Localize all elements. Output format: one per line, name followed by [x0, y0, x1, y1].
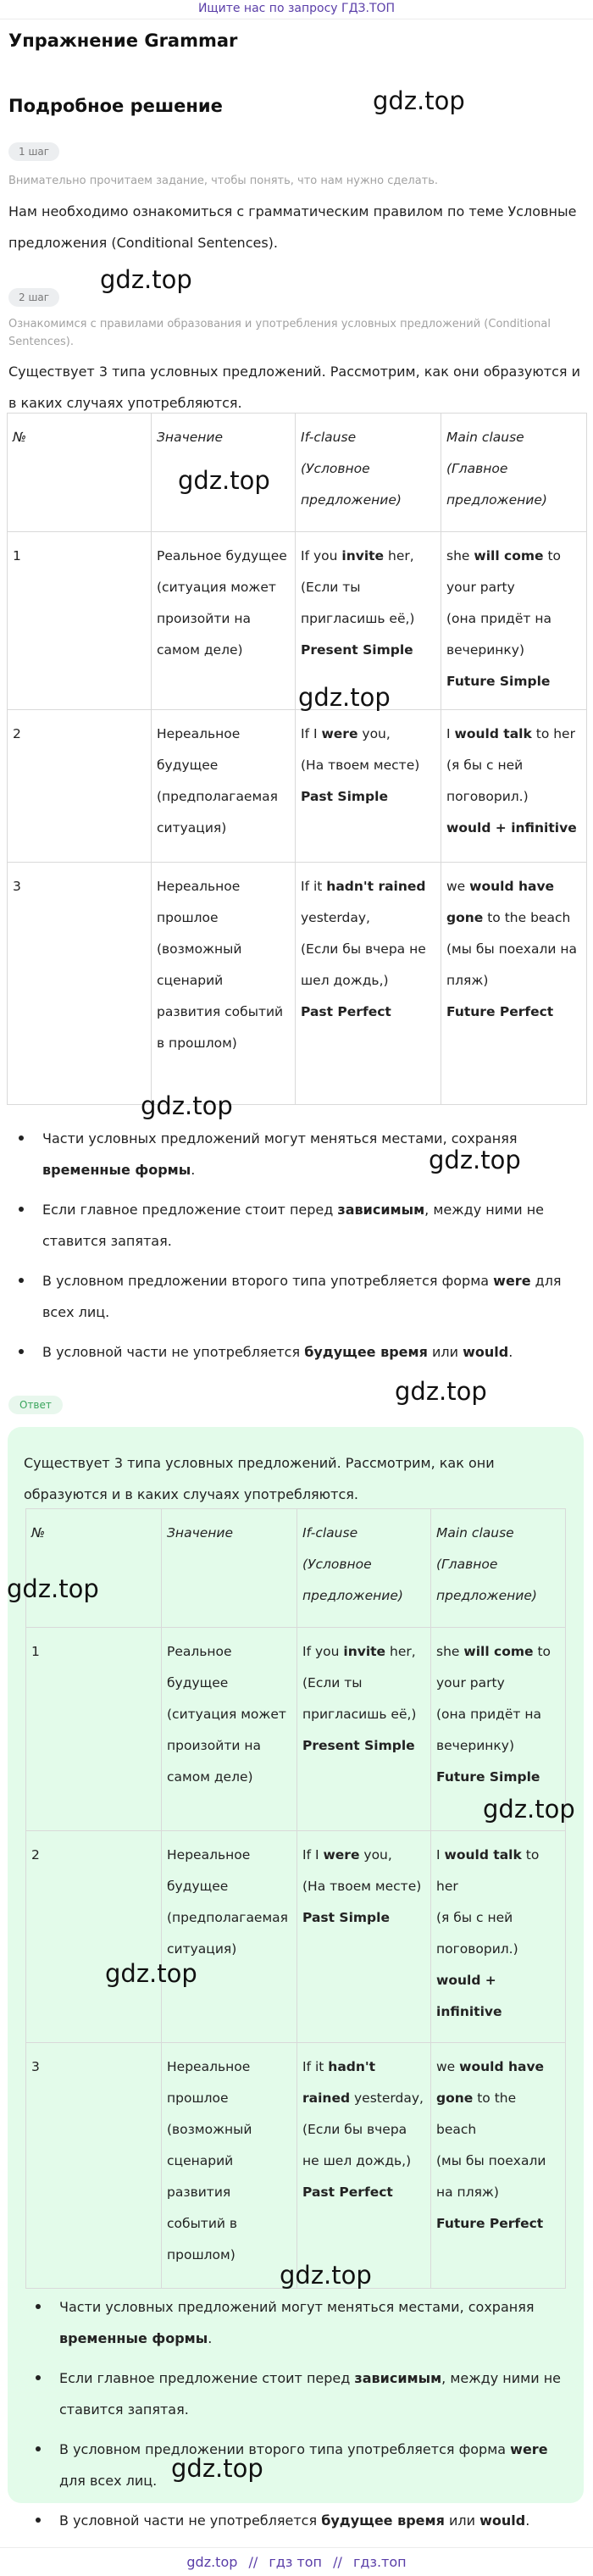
watermark: gdz.top	[105, 1959, 197, 1988]
rule-item: В условной части не употребляется будущее время или would.	[25, 2505, 564, 2536]
watermark: gdz.top	[373, 86, 465, 115]
answer-table	[25, 1508, 566, 2289]
rule-item: Части условных предложений могут меняться местами, сохраняя временные формы.	[25, 2291, 564, 2354]
footer-separator: //	[333, 2554, 342, 2570]
footer-link[interactable]: гдз топ	[269, 2554, 322, 2570]
rule-item: Части условных предложений могут меняться местами, сохраняя временные формы.	[8, 1123, 578, 1185]
rule-item: В условном предложении второго типа употребляется форма were для всех лиц.	[8, 1265, 578, 1328]
footer-separator: //	[248, 2554, 258, 2570]
rule-item: В условном предложении второго типа употребляется форма were для всех лиц.	[25, 2434, 564, 2496]
row-main-clause: she will come to your party (она придёт на вечеринку) Future Simple	[441, 532, 587, 710]
watermark: gdz.top	[280, 2261, 372, 2290]
page-title: Упражнение Grammar	[8, 31, 238, 51]
row-num: 3	[8, 863, 152, 1105]
header-if-clause: If-clause (Условное предложение)	[296, 414, 441, 532]
row-num: 3	[26, 2043, 162, 2289]
table-row	[26, 1831, 566, 2043]
section-title: Подробное решение	[8, 96, 223, 116]
row-meaning: Нереальное прошлое (возможный сценарий развития событий в прошлом)	[152, 863, 296, 1105]
footer-links	[0, 2547, 593, 2576]
watermark: gdz.top	[395, 1377, 487, 1406]
row-if-clause: If it hadn't rained yesterday, (Если бы вчера не шел дождь,) Past Perfect	[297, 2043, 431, 2289]
row-if-clause: If you invite her, (Если ты пригласишь её,) Present Simple	[296, 532, 441, 710]
header-main-clause: Main clause (Главное предложение)	[431, 1509, 566, 1628]
row-if-clause: If you invite her, (Если ты пригласишь её,) Present Simple	[297, 1628, 431, 1831]
row-meaning: Нереальное будущее (предполагаемая ситуация)	[152, 710, 296, 863]
table-row	[8, 710, 587, 863]
table-header-row	[26, 1509, 566, 1628]
watermark: gdz.top	[100, 265, 192, 294]
row-if-clause: If I were you, (На твоем месте) Past Simple	[297, 1831, 431, 2043]
header-num: №	[26, 1509, 162, 1628]
conditionals-table	[7, 413, 587, 1105]
row-if-clause: If I were you, (На твоем месте) Past Simple	[296, 710, 441, 863]
watermark: gdz.top	[7, 1574, 99, 1603]
header-if-clause: If-clause (Условное предложение)	[297, 1509, 431, 1628]
watermark: gdz.top	[483, 1795, 575, 1824]
table-header-row	[8, 414, 587, 532]
step1-text: Нам необходимо ознакомиться с грамматическим правилом по теме Условные предложения (Conditional Sentences).	[8, 203, 577, 251]
row-if-clause: If it hadn't rained yesterday, (Если бы вчера не шел дождь,) Past Perfect	[296, 863, 441, 1105]
header-meaning: Значение	[152, 414, 296, 532]
header-num: №	[8, 414, 152, 532]
header-meaning: Значение	[162, 1509, 297, 1628]
answer-badge: Ответ	[8, 1396, 63, 1414]
header-main-clause: Main clause (Главное предложение)	[441, 414, 587, 532]
answer-intro: Существует 3 типа условных предложений. Рассмотрим, как они образуются и в каких случаях употребляются.	[24, 1455, 495, 1502]
step-badge-2: 2 шаг	[8, 288, 59, 307]
step-badge-1: 1 шаг	[8, 142, 59, 161]
top-banner[interactable]: Ищите нас по запросу ГДЗ.ТОП	[0, 0, 593, 19]
watermark: gdz.top	[141, 1091, 233, 1120]
rule-item: Если главное предложение стоит перед зависимым, между ними не ставится запятая.	[25, 2362, 564, 2425]
row-meaning: Нереальное прошлое (возможный сценарий развития событий в прошлом)	[162, 2043, 297, 2289]
step1-hint: Внимательно прочитаем задание, чтобы понять, что нам нужно сделать.	[8, 175, 439, 187]
row-num: 1	[8, 532, 152, 710]
row-main-clause: we would have gone to the beach (мы бы поехали на пляж) Future Perfect	[441, 863, 587, 1105]
step2-text: Существует 3 типа условных предложений. Рассмотрим, как они образуются и в каких случаях употребляются.	[8, 364, 581, 411]
footer-link[interactable]: gdz.top	[186, 2554, 238, 2570]
watermark: gdz.top	[171, 2454, 263, 2483]
row-meaning: Реальное будущее (ситуация может произойти на самом деле)	[162, 1628, 297, 1831]
table-row	[26, 2043, 566, 2289]
row-num: 2	[26, 1831, 162, 2043]
answer-rules-list	[25, 2291, 564, 2545]
watermark: gdz.top	[429, 1146, 521, 1174]
row-main-clause: I would talk to her (я бы с ней поговорил.) would + infinitive	[431, 1831, 566, 2043]
table-row	[8, 863, 587, 1105]
watermark: gdz.top	[178, 466, 270, 495]
rule-item: Если главное предложение стоит перед зависимым, между ними не ставится запятая.	[8, 1194, 578, 1257]
watermark: gdz.top	[298, 683, 391, 712]
table-row	[8, 532, 587, 710]
rule-item: В условной части не употребляется будущее время или would.	[8, 1336, 578, 1368]
row-meaning: Нереальное будущее (предполагаемая ситуация)	[162, 1831, 297, 2043]
row-main-clause: we would have gone to the beach (мы бы поехали на пляж) Future Perfect	[431, 2043, 566, 2289]
footer-link[interactable]: гдз.топ	[352, 2554, 407, 2570]
row-meaning: Реальное будущее (ситуация может произойти на самом деле)	[152, 532, 296, 710]
step2-hint: Ознакомимся с правилами образования и употребления условных предложений (Conditional Sentences).	[8, 318, 551, 348]
row-main-clause: she will come to your party (она придёт на вечеринку) Future Simple	[431, 1628, 566, 1831]
row-num: 1	[26, 1628, 162, 1831]
row-main-clause: I would talk to her (я бы с ней поговорил.) would + infinitive	[441, 710, 587, 863]
row-num: 2	[8, 710, 152, 863]
